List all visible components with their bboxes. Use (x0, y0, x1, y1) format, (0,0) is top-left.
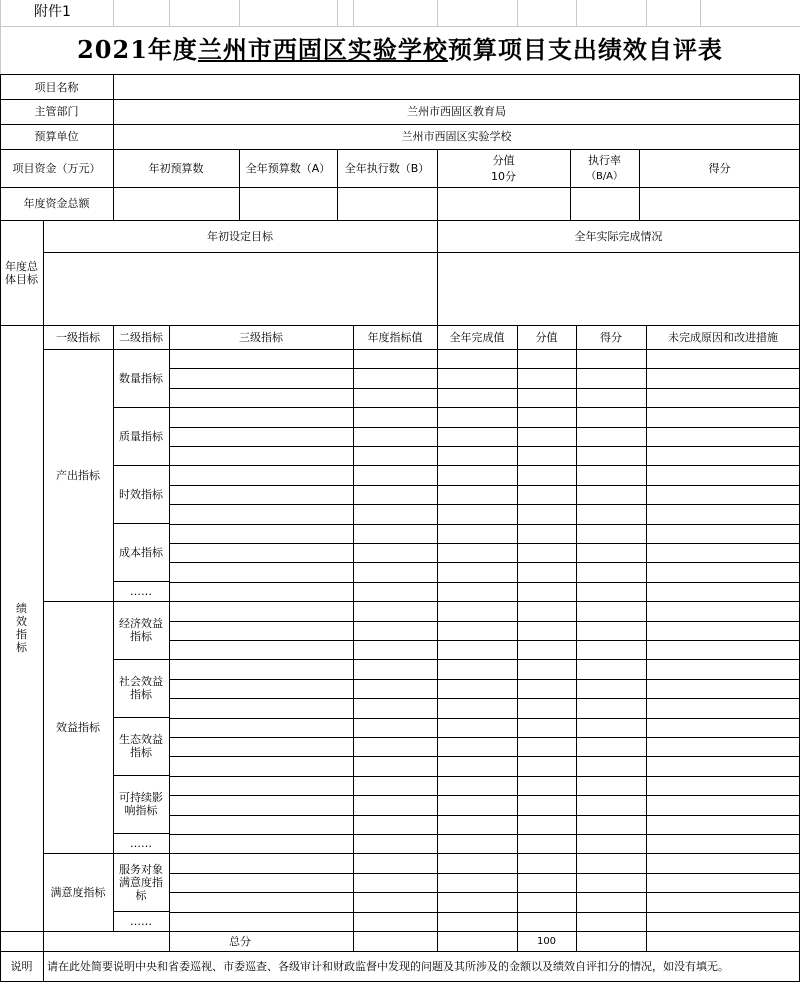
completed-value-header: 全年完成值 (449, 330, 505, 344)
actual-done-header: 全年实际完成情况 (574, 229, 663, 243)
level3-header: 三级指标 (239, 330, 283, 344)
total-funds-label: 年度资金总额 (23, 197, 90, 210)
got-score-header: 得分 (708, 161, 731, 175)
quantity-indicator: 数量指标 (119, 371, 163, 385)
total-score: 100 (536, 935, 557, 947)
performance-indicator-label: 绩效指标 (16, 602, 27, 654)
dept-label: 主管部门 (34, 105, 79, 118)
score-header-line2: 10分 (491, 169, 516, 183)
output-ellipsis: …… (130, 584, 152, 598)
dept-value: 兰州市西固区教育局 (407, 105, 506, 118)
exec-rate-line1: 执行率 (588, 153, 621, 167)
output-indicator-label: 产出指标 (56, 468, 100, 482)
page-title (0, 30, 800, 70)
initial-budget-header: 年初预算数 (148, 161, 204, 175)
score-header-line1: 分值 (492, 153, 515, 167)
title-school: 兰州市西固区实验学校 (197, 35, 448, 64)
benefit-indicator-label: 效益指标 (56, 720, 100, 734)
cost-indicator: 成本指标 (119, 545, 163, 559)
social-indicator: 社会效益指标 (119, 675, 163, 701)
annual-value-header: 年度指标值 (367, 330, 423, 344)
economic-indicator: 经济效益指标 (119, 617, 163, 643)
timeliness-indicator: 时效指标 (119, 487, 163, 501)
title-year: 2021年度 (77, 35, 198, 64)
level1-header: 一级指标 (56, 330, 100, 344)
unit-value: 兰州市西固区实验学校 (401, 130, 512, 143)
got-score-col-header: 得分 (600, 330, 622, 344)
benefit-ellipsis: …… (130, 836, 152, 850)
attachment-label: 附件1 (34, 4, 71, 20)
project-name-label: 项目名称 (34, 80, 79, 94)
satisfaction-indicator-label: 满意度指标 (50, 885, 106, 899)
annual-budget-header: 全年预算数（A） (245, 161, 331, 175)
service-satisfaction-indicator: 服务对象满意度指标 (119, 862, 163, 902)
quality-indicator: 质量指标 (119, 429, 163, 443)
score-value-header: 分值 (535, 330, 558, 344)
ecological-indicator: 生态效益指标 (119, 733, 163, 759)
satisfaction-ellipsis: …… (130, 914, 152, 928)
note-label: 说明 (10, 960, 33, 973)
title-suffix: 预算项目支出绩效自评表 (447, 35, 723, 64)
note-text: 请在此处简要说明中央和省委巡视、市委巡查、各级审计和财政监督中发现的问题及其所涉及的金额以及绩效自评扣分的情况，如没有填无。 (47, 960, 729, 973)
exec-rate-line2: （B/A） (585, 170, 624, 182)
level2-header: 二级指标 (119, 330, 163, 344)
reason-header: 未完成原因和改进措施 (668, 330, 778, 344)
funds-label: 项目资金（万元） (12, 161, 101, 175)
annual-exec-header: 全年执行数（B） (344, 161, 430, 175)
sustainable-indicator: 可持续影响指标 (119, 791, 163, 817)
total-label: 总分 (229, 934, 251, 948)
unit-label: 预算单位 (34, 130, 79, 143)
initial-target-header: 年初设定目标 (207, 229, 273, 243)
project-name-value[interactable] (113, 75, 800, 99)
annual-goal-label: 年度总体目标 (5, 259, 38, 286)
